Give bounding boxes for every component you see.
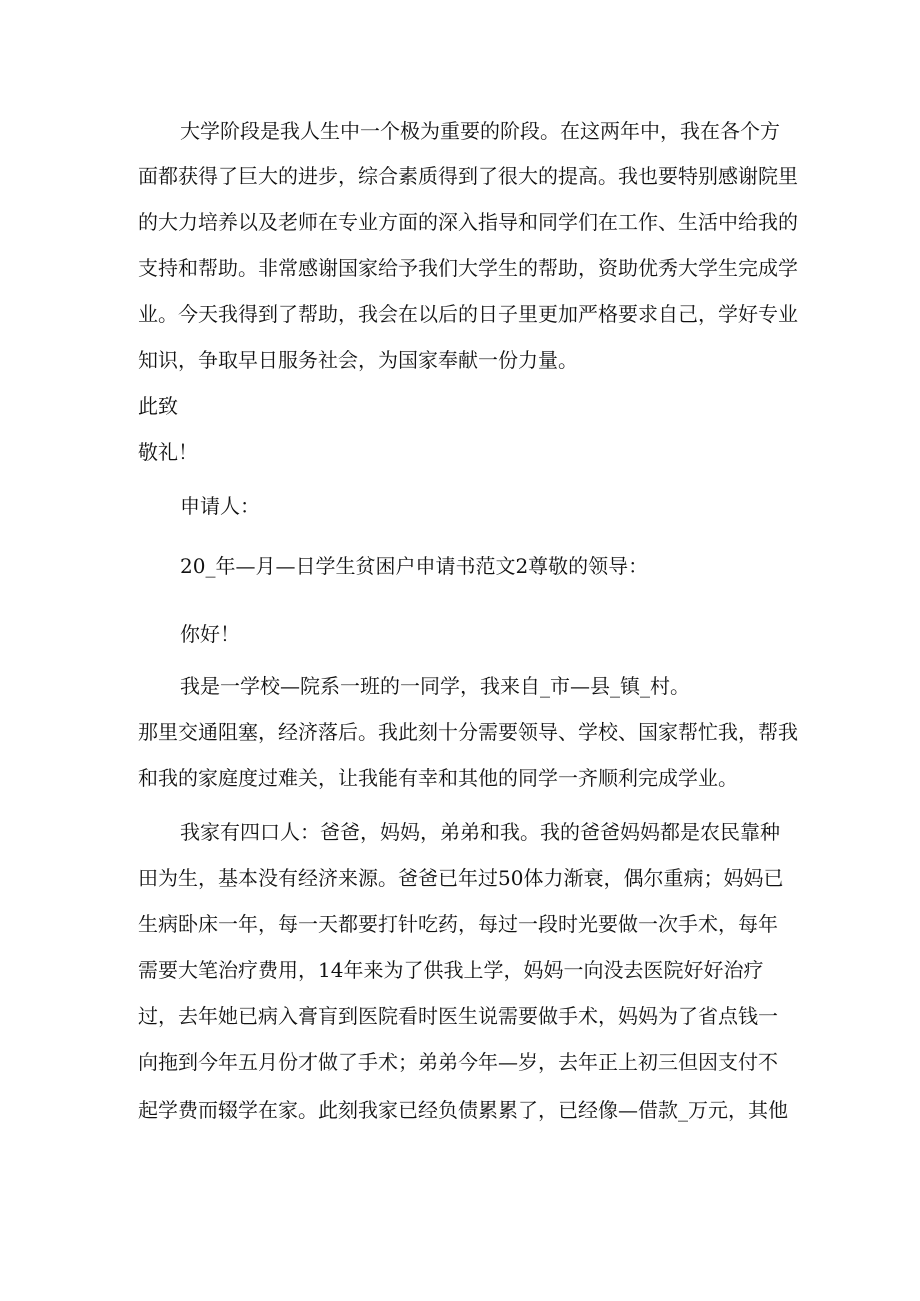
greeting-line: 你好！ (180, 622, 240, 646)
para3-line-5: 过，去年她已病入膏肓到医院看时医生说需要做手术，妈妈为了省点钱一 (138, 1004, 778, 1028)
para3-line-6: 向拖到今年五月份才做了手术；弟弟今年—岁，去年正上初三但因支付不 (138, 1050, 778, 1074)
date-title-line: 20_年—月—日学生贫困户申请书范文2尊敬的领导： (180, 554, 649, 578)
applicant-line: 申请人： (180, 494, 260, 518)
para1-line-5: 业。今天我得到了帮助，我会在以后的日子里更加严格要求自己，学好专业 (138, 302, 798, 326)
para1-line-3: 的大力培养以及老师在专业方面的深入指导和同学们在工作、生活中给我的 (138, 210, 798, 234)
para3-line-3: 生病卧床一年，每一天都要打针吃药，每过一段时光要做一次手术，每年 (138, 912, 778, 936)
para2-line-3: 和我的家庭度过难关，让我能有幸和其他的同学一齐顺利完成学业。 (138, 766, 738, 790)
para2-line-2: 那里交通阻塞，经济落后。我此刻十分需要领导、学校、国家帮忙我，帮我 (138, 720, 798, 744)
para3-line-7: 起学费而辍学在家。此刻我家已经负债累累了，已经像—借款_万元，其他 (138, 1098, 788, 1122)
closing-line-1: 此致 (138, 394, 178, 418)
para2-line-1: 我是一学校—院系一班的一同学，我来自_市—县_镇_村。 (180, 674, 690, 698)
para1-line-4: 支持和帮助。非常感谢国家给予我们大学生的帮助，资助优秀大学生完成学 (138, 256, 798, 280)
closing-line-2: 敬礼！ (138, 440, 198, 464)
para1-line-6: 知识，争取早日服务社会，为国家奉献一份力量。 (138, 348, 578, 372)
para3-line-1: 我家有四口人：爸爸，妈妈，弟弟和我。我的爸爸妈妈都是农民靠种 (180, 820, 780, 844)
para3-line-2: 田为生，基本没有经济来源。爸爸已年过50体力渐衰，偶尔重病；妈妈已 (138, 866, 784, 890)
para1-line-1: 大学阶段是我人生中一个极为重要的阶段。在这两年中，我在各个方 (180, 119, 780, 143)
para3-line-4: 需要大笔治疗费用，14年来为了供我上学，妈妈一向没去医院好好治疗 (138, 958, 764, 982)
para1-line-2: 面都获得了巨大的进步，综合素质得到了很大的提高。我也要特别感谢院里 (138, 164, 798, 188)
